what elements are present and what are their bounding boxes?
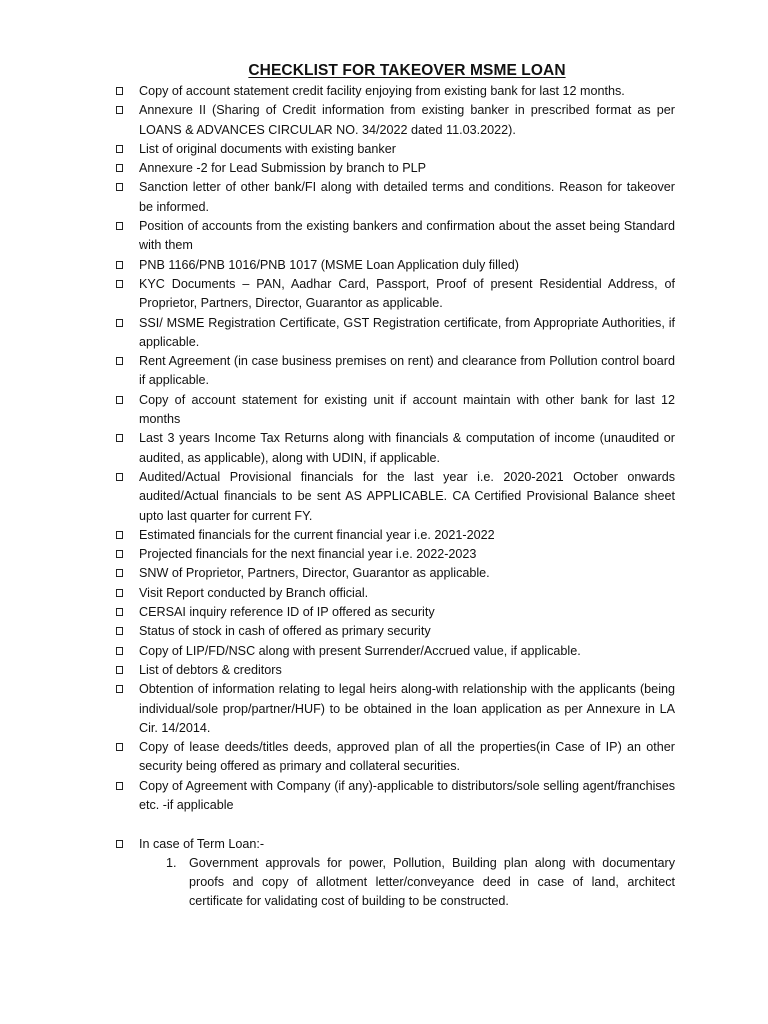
checkbox-icon <box>116 569 123 577</box>
subitem-number: 1. <box>166 855 177 870</box>
checklist-item <box>114 661 675 680</box>
checklist-item-text: Visit Report conducted by Branch official. <box>139 585 369 600</box>
document-title: CHECKLIST FOR TAKEOVER MSME LOAN <box>248 62 566 79</box>
term-loan-item <box>114 835 675 912</box>
checklist-item-text: Obtention of information relating to legal heirs along-with relationship with the applicants (being individual/sole prop/partner/HUF) to be obtained in the loan application as per Annexure in LA Cir. 14/2014. <box>139 682 675 735</box>
checkbox-icon <box>116 280 123 288</box>
checklist <box>114 82 675 912</box>
checkbox-icon <box>116 743 123 751</box>
checklist-item <box>114 564 675 583</box>
checklist-item <box>114 642 675 661</box>
term-loan-sublist <box>139 854 675 912</box>
term-loan-subitem <box>139 854 675 912</box>
checklist-item <box>114 82 675 101</box>
checklist-item-text: Last 3 years Income Tax Returns along with financials & computation of income (unaudited or audited, as applicable), along with UDIN, if applicable. <box>139 431 675 465</box>
checklist-item-text: Sanction letter of other bank/FI along with detailed terms and conditions. Reason for takeover be informed. <box>139 180 675 214</box>
checklist-item-text: Projected financials for the next financial year i.e. 2022-2023 <box>139 547 477 562</box>
subitem-text: Government approvals for power, Pollution, Building plan along with documentary proofs and copy of allotment letter/conveyance deed in case of land, architect certificate for validating cost of building to be constructed. <box>189 855 675 909</box>
checklist-item <box>114 140 675 159</box>
checklist-item <box>114 680 675 738</box>
checkbox-icon <box>116 608 123 616</box>
checkbox-icon <box>116 531 123 539</box>
checklist-item <box>114 391 675 430</box>
checklist-item <box>114 622 675 641</box>
checklist-item <box>114 603 675 622</box>
checkbox-icon <box>116 357 123 365</box>
checklist-item <box>114 159 675 178</box>
checklist-item-text: List of debtors & creditors <box>139 662 282 677</box>
checklist-item-text: CERSAI inquiry reference ID of IP offered as security <box>139 605 435 620</box>
checklist-item <box>114 777 675 816</box>
checkbox-icon <box>116 666 123 674</box>
checkbox-icon <box>116 589 123 597</box>
checkbox-icon <box>116 782 123 790</box>
checkbox-icon <box>116 627 123 635</box>
checklist-item-text: Annexure II (Sharing of Credit information from existing banker in prescribed format as per LOANS & ADVANCES CIRCULAR NO. 34/2022 dated 11.03.2022). <box>139 103 675 137</box>
checklist-item <box>114 545 675 564</box>
term-loan-heading: In case of Term Loan:- <box>139 836 265 851</box>
checklist-item <box>114 314 675 353</box>
checkbox-icon <box>116 685 123 693</box>
checklist-item-text: SNW of Proprietor, Partners, Director, Guarantor as applicable. <box>139 566 490 581</box>
checkbox-icon <box>116 647 123 655</box>
checklist-item <box>114 217 675 256</box>
checklist-item <box>114 256 675 275</box>
checkbox-icon <box>116 434 123 442</box>
checklist-item <box>114 101 675 140</box>
checklist-item <box>114 468 675 526</box>
checkbox-icon <box>116 473 123 481</box>
checkbox-icon <box>116 840 123 848</box>
checkbox-icon <box>116 222 123 230</box>
checklist-item <box>114 429 675 468</box>
checklist-item-text: SSI/ MSME Registration Certificate, GST Registration certificate, from Appropriate Authorities, if applicable. <box>139 315 675 349</box>
checklist-item <box>114 178 675 217</box>
checklist-item-text: Copy of LIP/FD/NSC along with present Surrender/Accrued value, if applicable. <box>139 643 581 658</box>
checkbox-icon <box>116 183 123 191</box>
checklist-item-text: Audited/Actual Provisional financials for the last year i.e. 2020-2021 October onwards audited/Actual financials to be sent AS APPLICABLE. CA Certified Provisional Balance sheet upto last quarter for current FY. <box>139 469 675 523</box>
checklist-item <box>114 738 675 777</box>
checkbox-icon <box>116 106 123 114</box>
checklist-item <box>114 352 675 391</box>
checkbox-icon <box>116 396 123 404</box>
checklist-item-text: Estimated financials for the current financial year i.e. 2021-2022 <box>139 527 495 542</box>
checklist-item <box>114 526 675 545</box>
checklist-item-text: Copy of Agreement with Company (if any)-applicable to distributors/sole selling agent/franchises etc. -if applicable <box>139 778 675 812</box>
checklist-item-text: Position of accounts from the existing bankers and confirmation about the asset being Standard with them <box>139 219 675 253</box>
checkbox-icon <box>116 87 123 95</box>
checklist-item-text: List of original documents with existing banker <box>139 141 396 156</box>
checkbox-icon <box>116 261 123 269</box>
checkbox-icon <box>116 550 123 558</box>
checkbox-icon <box>116 164 123 172</box>
checklist-item-text: KYC Documents – PAN, Aadhar Card, Passport, Proof of present Residential Address, of Proprietor, Partners, Director, Guarantor as applicable. <box>139 276 675 311</box>
checklist-item-text: Status of stock in cash of offered as primary security <box>139 624 431 639</box>
checklist-item-text: PNB 1166/PNB 1016/PNB 1017 (MSME Loan Application duly filled) <box>139 257 519 272</box>
checklist-item-text: Copy of account statement for existing unit if account maintain with other bank for last 12 months <box>139 392 675 427</box>
checklist-item-text: Copy of lease deeds/titles deeds, approved plan of all the properties(in Case of IP) an other security being offered as primary and collateral securities. <box>139 740 675 774</box>
checklist-item <box>114 584 675 603</box>
checklist-item-text: Annexure -2 for Lead Submission by branch to PLP <box>139 161 427 176</box>
checklist-item <box>114 275 675 314</box>
checklist-item-text: Copy of account statement credit facility enjoying from existing bank for last 12 months. <box>139 84 625 98</box>
checkbox-icon <box>116 145 123 153</box>
checkbox-icon <box>116 319 123 327</box>
checklist-item-text: Rent Agreement (in case business premises on rent) and clearance from Pollution control board if applicable. <box>139 354 675 388</box>
